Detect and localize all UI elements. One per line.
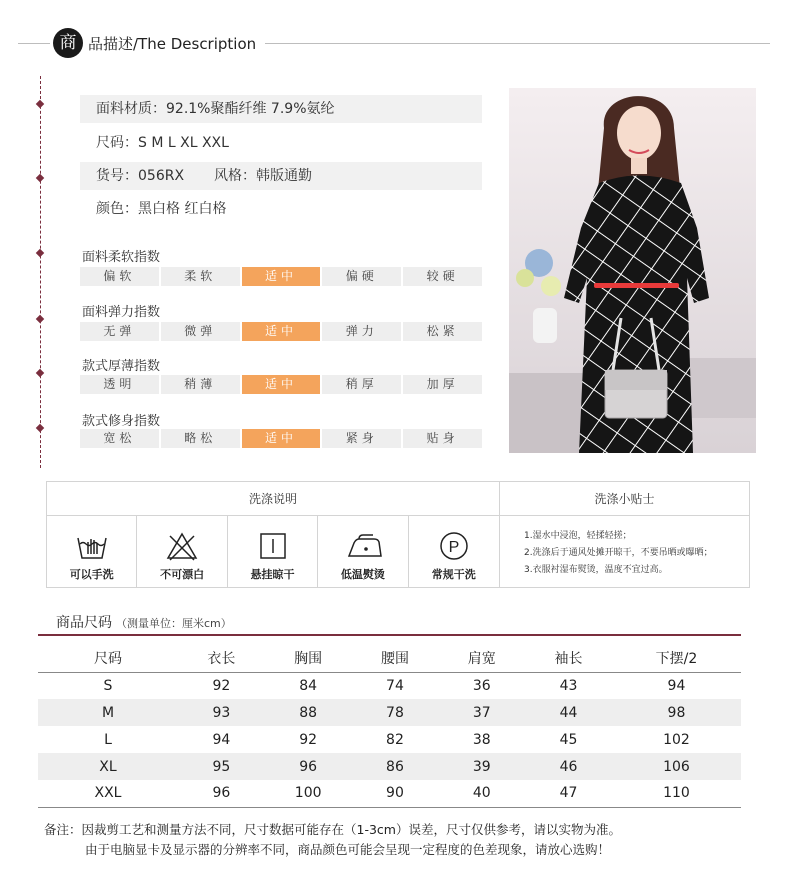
index-option: 加厚 (403, 375, 482, 394)
size-cell: XXL (38, 780, 178, 807)
size-cell: 74 (386, 677, 404, 694)
size-cell: 110 (612, 780, 741, 807)
size-cell: 44 (525, 699, 612, 726)
size-cell: 106 (612, 753, 741, 780)
wash-label: 不可漂白 (160, 568, 205, 581)
size-cell: 45 (559, 731, 578, 748)
wash-cell-hand-wash (47, 516, 137, 588)
index-option: 宽松 (80, 429, 159, 448)
size-table (38, 645, 741, 808)
size-chart-unit: （测量单位：厘米cm） (116, 617, 232, 630)
size-cell: 46 (525, 753, 612, 780)
size-cell: 92 (212, 677, 231, 694)
size-cell: 96 (178, 780, 265, 807)
index-option: 微弹 (161, 322, 240, 341)
timeline-dot (36, 424, 44, 432)
wash-heading: 洗涤说明 (47, 482, 499, 516)
timeline-dot (36, 249, 44, 257)
header-line-left (18, 43, 50, 44)
timeline-dot (36, 100, 44, 108)
wash-cell-hang-dry (228, 516, 318, 588)
size-cell: 100 (265, 780, 352, 807)
index-scale (80, 375, 482, 394)
hand-wash-icon (76, 530, 108, 562)
wash-tips-heading: 洗涤小贴士 (499, 482, 749, 516)
svg-text:P: P (448, 539, 459, 556)
timeline-line (40, 76, 41, 468)
size-cell: L (104, 731, 112, 748)
index-option: 柔软 (161, 267, 240, 286)
wash-tips (499, 516, 749, 588)
index-option: 适中 (242, 322, 321, 341)
attr-item-no: 货号：056RX (96, 168, 185, 184)
index-option: 稍薄 (161, 375, 240, 394)
size-cell: 93 (178, 699, 265, 726)
attr-size: 尺码：S M L XL XXL (96, 135, 229, 151)
size-cell: 102 (663, 731, 690, 748)
wash-label: 悬挂晾干 (250, 568, 295, 581)
size-cell: 96 (265, 753, 352, 780)
index-option: 略松 (161, 429, 240, 448)
index-option: 紧身 (322, 429, 401, 448)
size-cell: 39 (438, 753, 525, 780)
attr-item-style (80, 162, 482, 190)
size-row (38, 699, 741, 726)
index-option: 适中 (242, 429, 321, 448)
size-cell: 47 (525, 780, 612, 807)
size-cell: 86 (352, 753, 439, 780)
product-photo (509, 88, 756, 453)
index-scale (80, 429, 482, 448)
size-col-header: 衣长 (178, 645, 265, 672)
index-scale (80, 322, 482, 341)
size-col-header: 胸围 (265, 645, 352, 672)
wash-label: 常规干洗 (431, 568, 476, 581)
size-cell: 38 (472, 731, 491, 748)
header-line-right (265, 43, 770, 44)
timeline-dot (36, 369, 44, 377)
wash-cell-no-bleach (137, 516, 227, 588)
size-cell: 98 (612, 699, 741, 726)
size-cell: 94 (212, 731, 231, 748)
size-col-header: 下摆/2 (612, 645, 741, 672)
size-cell: M (38, 699, 178, 726)
size-row (38, 780, 741, 807)
wash-label: 可以手洗 (69, 568, 114, 581)
size-cell: 90 (352, 780, 439, 807)
size-cell: 94 (667, 677, 686, 694)
wash-label: 低温熨烫 (340, 568, 385, 581)
model-illustration (509, 88, 756, 453)
index-option: 较硬 (403, 267, 482, 286)
note-line-1: 备注：因裁剪工艺和测量方法不同，尺寸数据可能存在（1-3cm）误差，尺寸仅供参考，请以实物为准。 (44, 822, 621, 837)
size-row (38, 753, 741, 780)
low-iron-icon (347, 530, 383, 562)
index-option: 松紧 (403, 322, 482, 341)
wash-cell-dry-clean (409, 516, 499, 588)
size-cell: 88 (265, 699, 352, 726)
size-table-header (38, 645, 741, 672)
size-col-header: 尺码 (38, 645, 178, 672)
attr-style: 风格：韩版通勤 (214, 168, 313, 184)
index-option: 贴身 (403, 429, 482, 448)
size-cell: 36 (472, 677, 491, 694)
size-cell: 82 (386, 731, 404, 748)
size-row (38, 726, 741, 753)
timeline-dot (36, 315, 44, 323)
size-cell: 78 (352, 699, 439, 726)
index-title: 款式厚薄指数 (82, 359, 161, 374)
index-option: 弹力 (322, 322, 401, 341)
index-option: 适中 (242, 267, 321, 286)
index-title: 面料弹力指数 (82, 305, 161, 320)
attr-color: 颜色：黑白格 红白格 (96, 201, 227, 217)
header-badge: 商 (53, 28, 83, 58)
attr-fabric: 面料材质：92.1%聚酯纤维 7.9%氨纶 (80, 95, 482, 123)
index-scale (80, 267, 482, 286)
index-option: 偏硬 (322, 267, 401, 286)
size-col-header: 腰围 (352, 645, 439, 672)
index-option: 适中 (242, 375, 321, 394)
no-bleach-icon (166, 530, 198, 562)
wash-cell-low-iron (318, 516, 408, 588)
size-col-header: 肩宽 (438, 645, 525, 672)
size-chart-title (56, 612, 232, 632)
timeline-dot (36, 174, 44, 182)
wash-table (46, 481, 750, 588)
index-title: 面料柔软指数 (82, 250, 161, 265)
size-cell: 40 (438, 780, 525, 807)
size-cell: 95 (178, 753, 265, 780)
index-option: 稍厚 (322, 375, 401, 394)
index-option: 无弹 (80, 322, 159, 341)
wash-tip: 2.洗涤后于通风处摊开晾干，不要吊晒或曝晒； (524, 548, 713, 558)
size-cell: 84 (299, 677, 318, 694)
hang-dry-icon (257, 530, 289, 562)
wash-tip: 3.衣服衬湿布熨烫，温度不宜过高。 (524, 565, 668, 575)
size-cell: 37 (438, 699, 525, 726)
dry-clean-icon (438, 530, 470, 562)
size-col-header: 袖长 (525, 645, 612, 672)
size-cell: 43 (559, 677, 578, 694)
wash-tip: 1.湿水中浸泡，轻揉轻搓； (524, 531, 632, 541)
size-chart-title-text: 商品尺码 (56, 615, 112, 631)
size-cell: XL (38, 753, 178, 780)
section-title: 品描述/The Description (88, 35, 257, 53)
size-chart-rule (38, 634, 741, 636)
size-row (38, 672, 741, 699)
size-cell: S (103, 677, 113, 694)
index-option: 透明 (80, 375, 159, 394)
note-line-2: 由于电脑显卡及显示器的分辨率不同，商品颜色可能会呈现一定程度的色差现象，请放心选购！ (85, 842, 611, 857)
index-title: 款式修身指数 (82, 414, 161, 429)
size-cell: 92 (299, 731, 318, 748)
index-option: 偏软 (80, 267, 159, 286)
